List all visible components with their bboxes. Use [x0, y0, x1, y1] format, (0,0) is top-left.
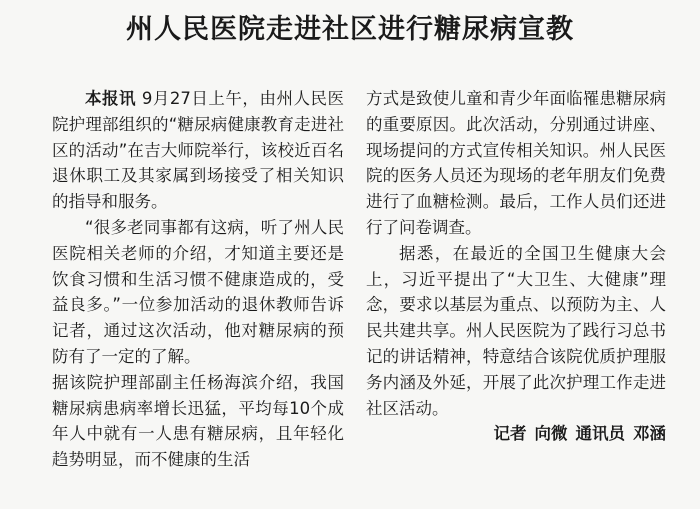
paragraph-2: “很多老同事都有这病，听了州人民医院相关老师的介绍，才知道主要还是饮食习惯和生活习惯不健康造成的，受益良多。”一位参加活动的退休教师告诉记者，通过这次活动，他对糖尿病的预防有了一定的了解。	[52, 217, 344, 366]
paragraph-3-continued: 方式是致使儿童和青少年面临罹患糖尿病的重要原因。此次活动，分别通过讲座、现场提问的方式宣传相关知识。州人民医院的医务人员还为现场的老年朋友们免费进行了血糖检测。最后，工作人员们还进行了问卷调查。	[366, 89, 666, 237]
reporter-name: 向微	[534, 424, 568, 444]
correspondent-label: 通讯员	[575, 424, 625, 444]
reporter-label: 记者	[493, 424, 527, 444]
paragraph-1-text: 9月27日上午，由州人民医院护理部组织的“糖尿病健康教育走进社区的活动”在吉大师院举行，该校近百名退休职工及其家属到场接受了相关知识的指导和服务。	[52, 89, 345, 212]
byline	[366, 421, 666, 447]
correspondent-name: 邓涵	[633, 424, 666, 444]
paragraph-4: 据悉，在最近的全国卫生健康大会上，习近平提出了“大卫生、大健康”理念，要求以基层为重点、以预防为主、人民共建共享。州人民医院为了践行习总书记的讲话精神，特意结合该院优质护理服务内涵及外延，开展了此次护理工作走进社区活动。	[366, 243, 666, 418]
article-title: 州人民医院走进社区进行糖尿病宣教	[126, 14, 574, 45]
paragraph-3: 据该院护理部副主任杨海滨介绍，我国糖尿病患病率增长迅猛，平均每10个成年人中就有一人患有糖尿病，且年轻化趋势明显，而不健康的生活	[52, 372, 344, 470]
left-column	[52, 86, 344, 473]
source-lead: 本报讯	[85, 89, 137, 108]
paragraph-1	[52, 86, 344, 215]
right-column	[366, 86, 666, 447]
